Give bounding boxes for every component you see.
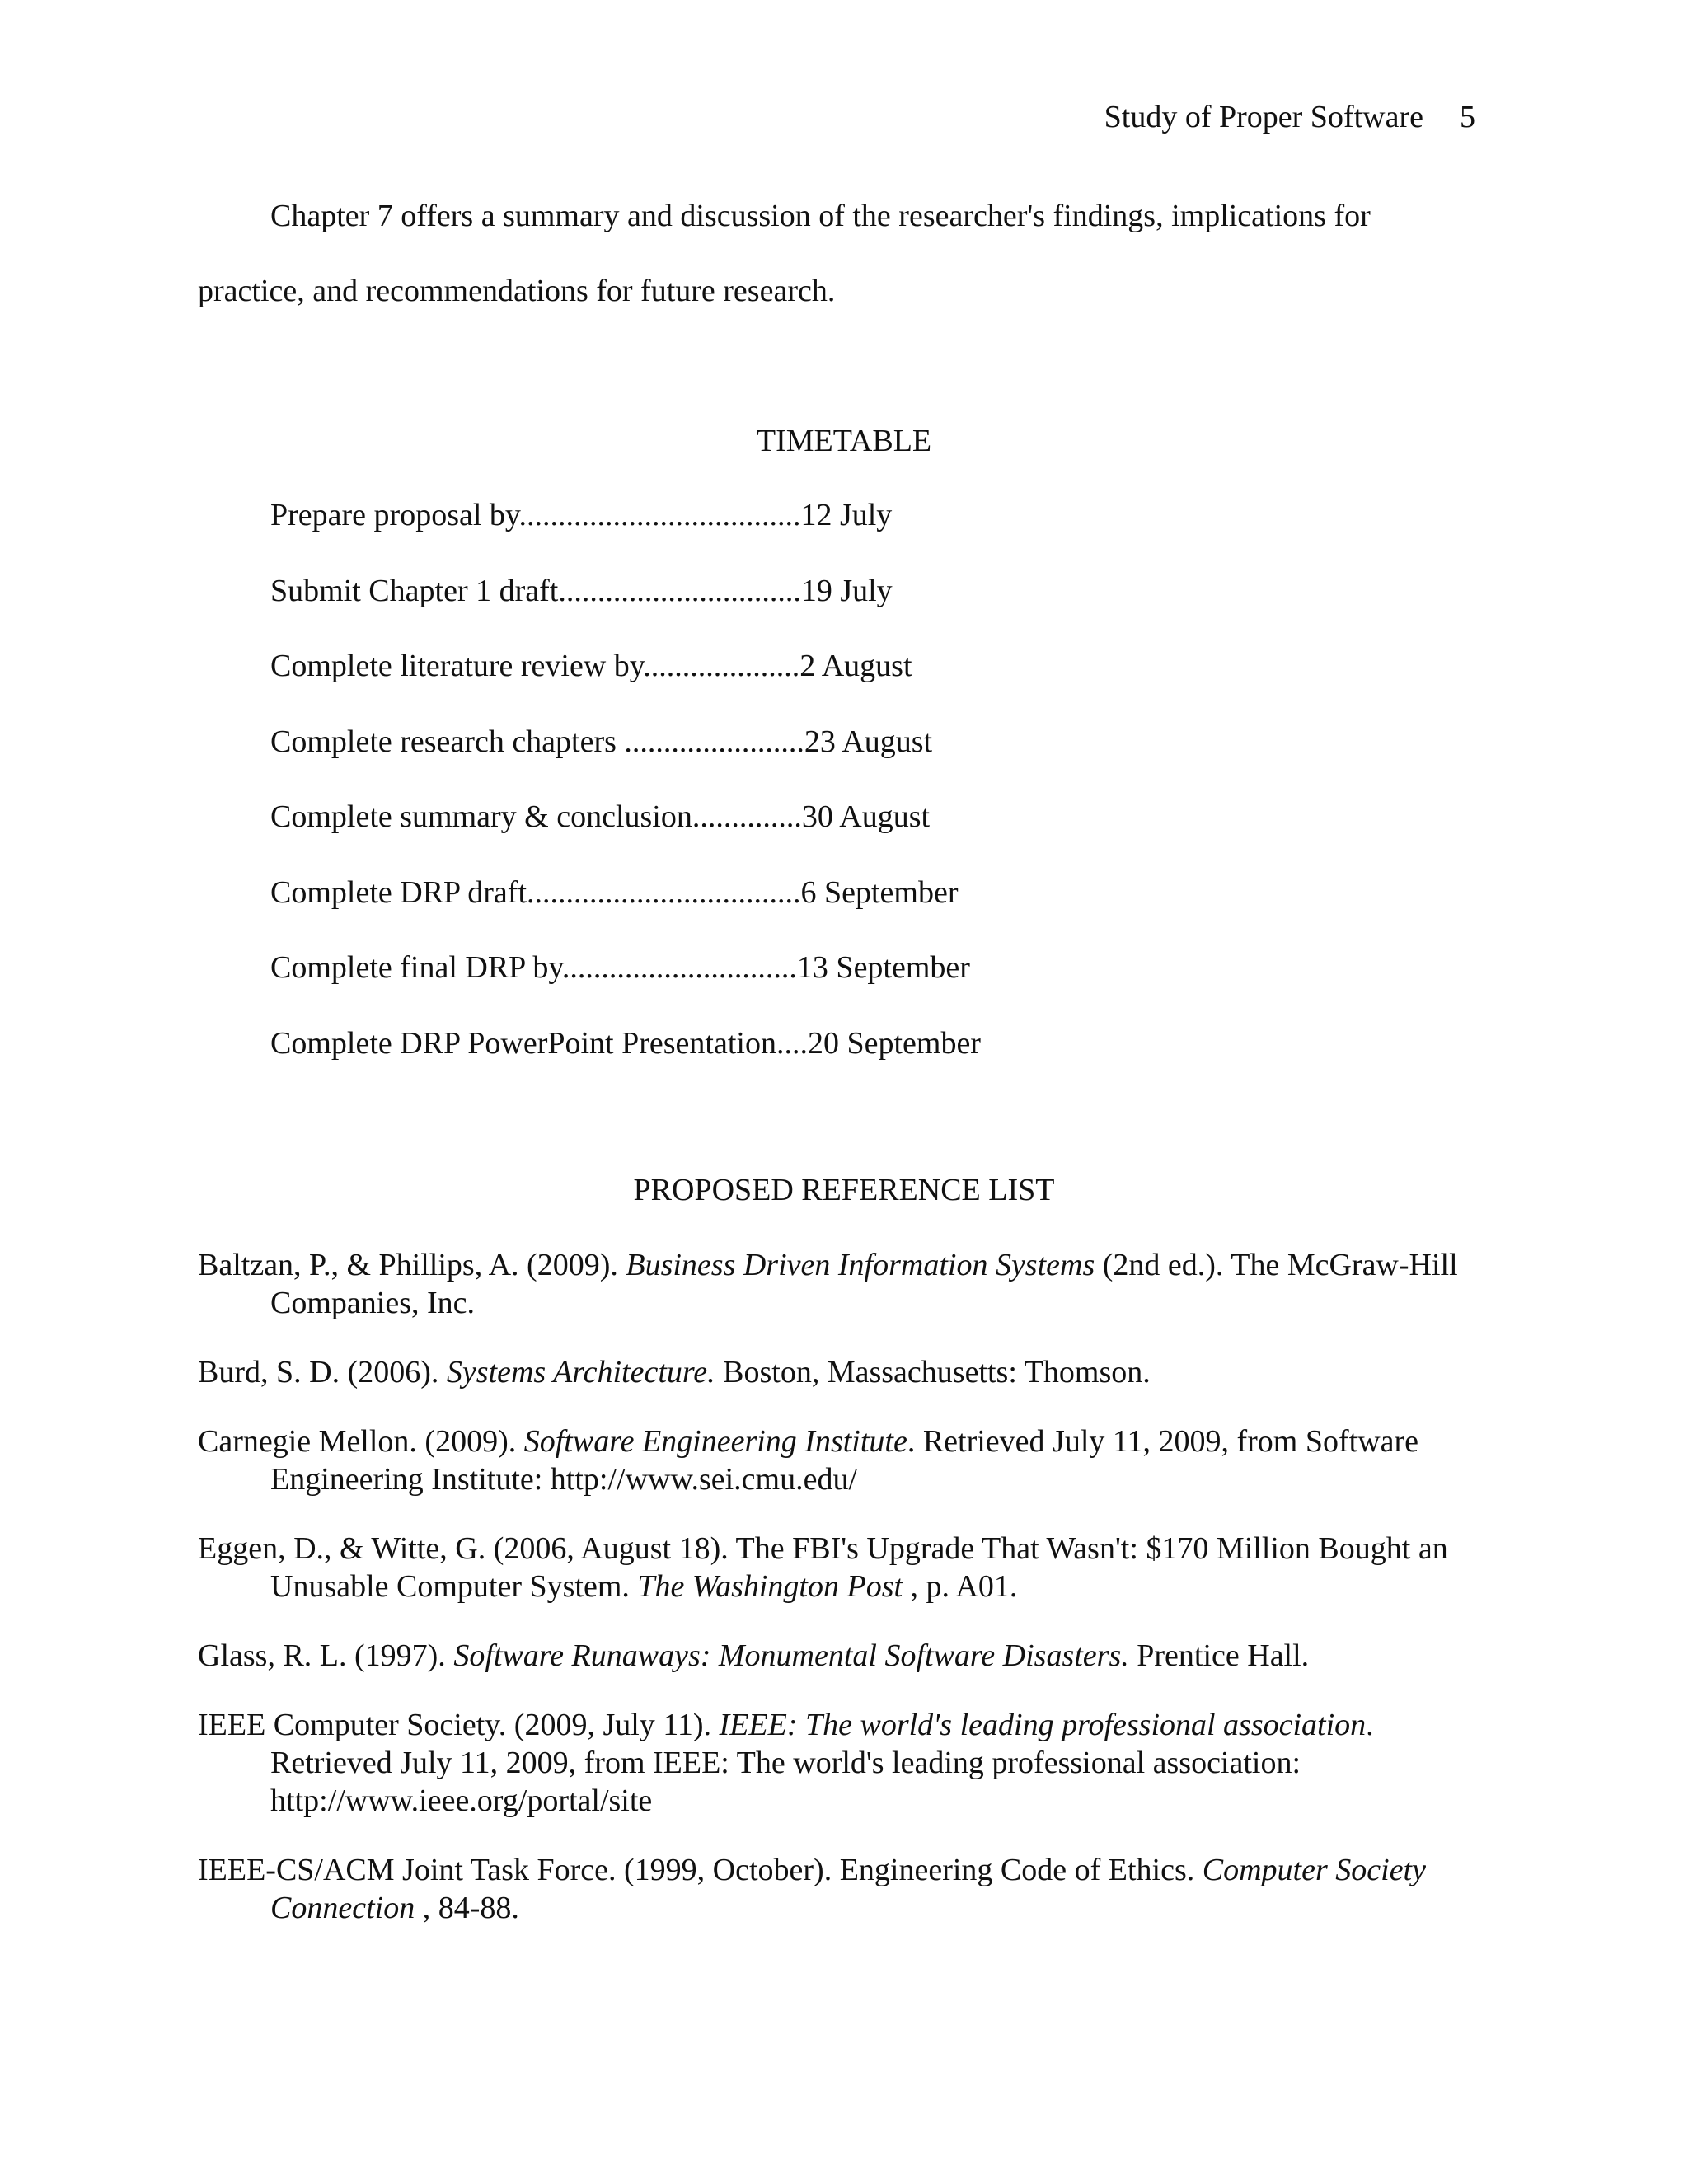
reference-title: Business Driven Information Systems [626,1248,1095,1282]
timetable-row: Complete final DRP by..............................13 September [270,950,970,985]
timetable-row: Complete DRP draft...................................6 September [270,874,959,910]
reference-title: IEEE: The world's leading professional association [719,1708,1367,1742]
reference-entry [198,1246,1484,1322]
reference-authors: Eggen, D., & Witte, G. (2006, August 18). The FBI's Upgrade That Wasn't: $170 Million Bought an Unusable Computer System. [198,1531,1448,1604]
intro-line-1: Chapter 7 offers a summary and discussion of the researcher's findings, implications for [270,199,1371,233]
reference-entry [198,1706,1484,1820]
reference-entry [198,1353,1484,1391]
reference-title: Software Engineering Institute [523,1424,907,1459]
reference-title: Software Runaways: Monumental Software Disasters. [453,1638,1129,1673]
timetable-row: Complete DRP PowerPoint Presentation....20 September [270,1025,981,1061]
reference-title: Computer Society Connection [270,1853,1426,1925]
reference-source: . Retrieved July 11, 2009, from Software Engineering Institute: http://www.sei.cmu.edu/ [270,1424,1419,1497]
reference-list-heading: PROPOSED REFERENCE LIST [633,1173,1055,1207]
reference-authors: Glass, R. L. (1997). [198,1638,454,1673]
reference-authors: IEEE-CS/ACM Joint Task Force. (1999, October). Engineering Code of Ethics. [198,1853,1203,1887]
reference-entry [198,1530,1484,1605]
reference-source: , p. A01. [903,1569,1018,1604]
timetable-row: Complete summary & conclusion..............30 August [270,799,931,834]
reference-source: , 84-88. [415,1891,519,1925]
timetable-heading: TIMETABLE [756,424,932,458]
page-number: 5 [1460,100,1475,134]
reference-entry [198,1851,1484,1927]
timetable-row: Submit Chapter 1 draft...............................19 July [270,573,893,608]
reference-source: . Retrieved July 11, 2009, from IEEE: The world's leading professional association: http://www.ieee.org/portal/site [270,1708,1374,1818]
running-head-title: Study of Proper Software [1104,100,1423,134]
reference-authors: IEEE Computer Society. (2009, July 11). [198,1708,720,1742]
reference-authors: Burd, S. D. (2006). [198,1355,447,1390]
reference-entry [198,1637,1484,1675]
reference-entry [198,1422,1484,1498]
timetable-row: Prepare proposal by....................................12 July [270,498,893,532]
reference-source: Prentice Hall. [1128,1638,1310,1673]
reference-title: Systems Architecture. [446,1355,715,1390]
reference-authors: Baltzan, P., & Phillips, A. (2009). [198,1248,626,1282]
timetable-row: Complete research chapters .......................23 August [270,724,933,759]
reference-authors: Carnegie Mellon. (2009). [198,1424,524,1459]
reference-source: (2nd ed.). The McGraw-Hill Companies, Inc. [270,1248,1458,1320]
reference-list [198,1246,1484,1958]
timetable-row: Complete literature review by....................2 August [270,649,912,683]
reference-source: Boston, Massachusetts: Thomson. [715,1355,1151,1390]
running-header [907,97,1475,137]
timetable-list [270,495,1177,1099]
intro-line-2: practice, and recommendations for future research. [198,274,836,308]
reference-title: The Washington Post [637,1569,903,1604]
